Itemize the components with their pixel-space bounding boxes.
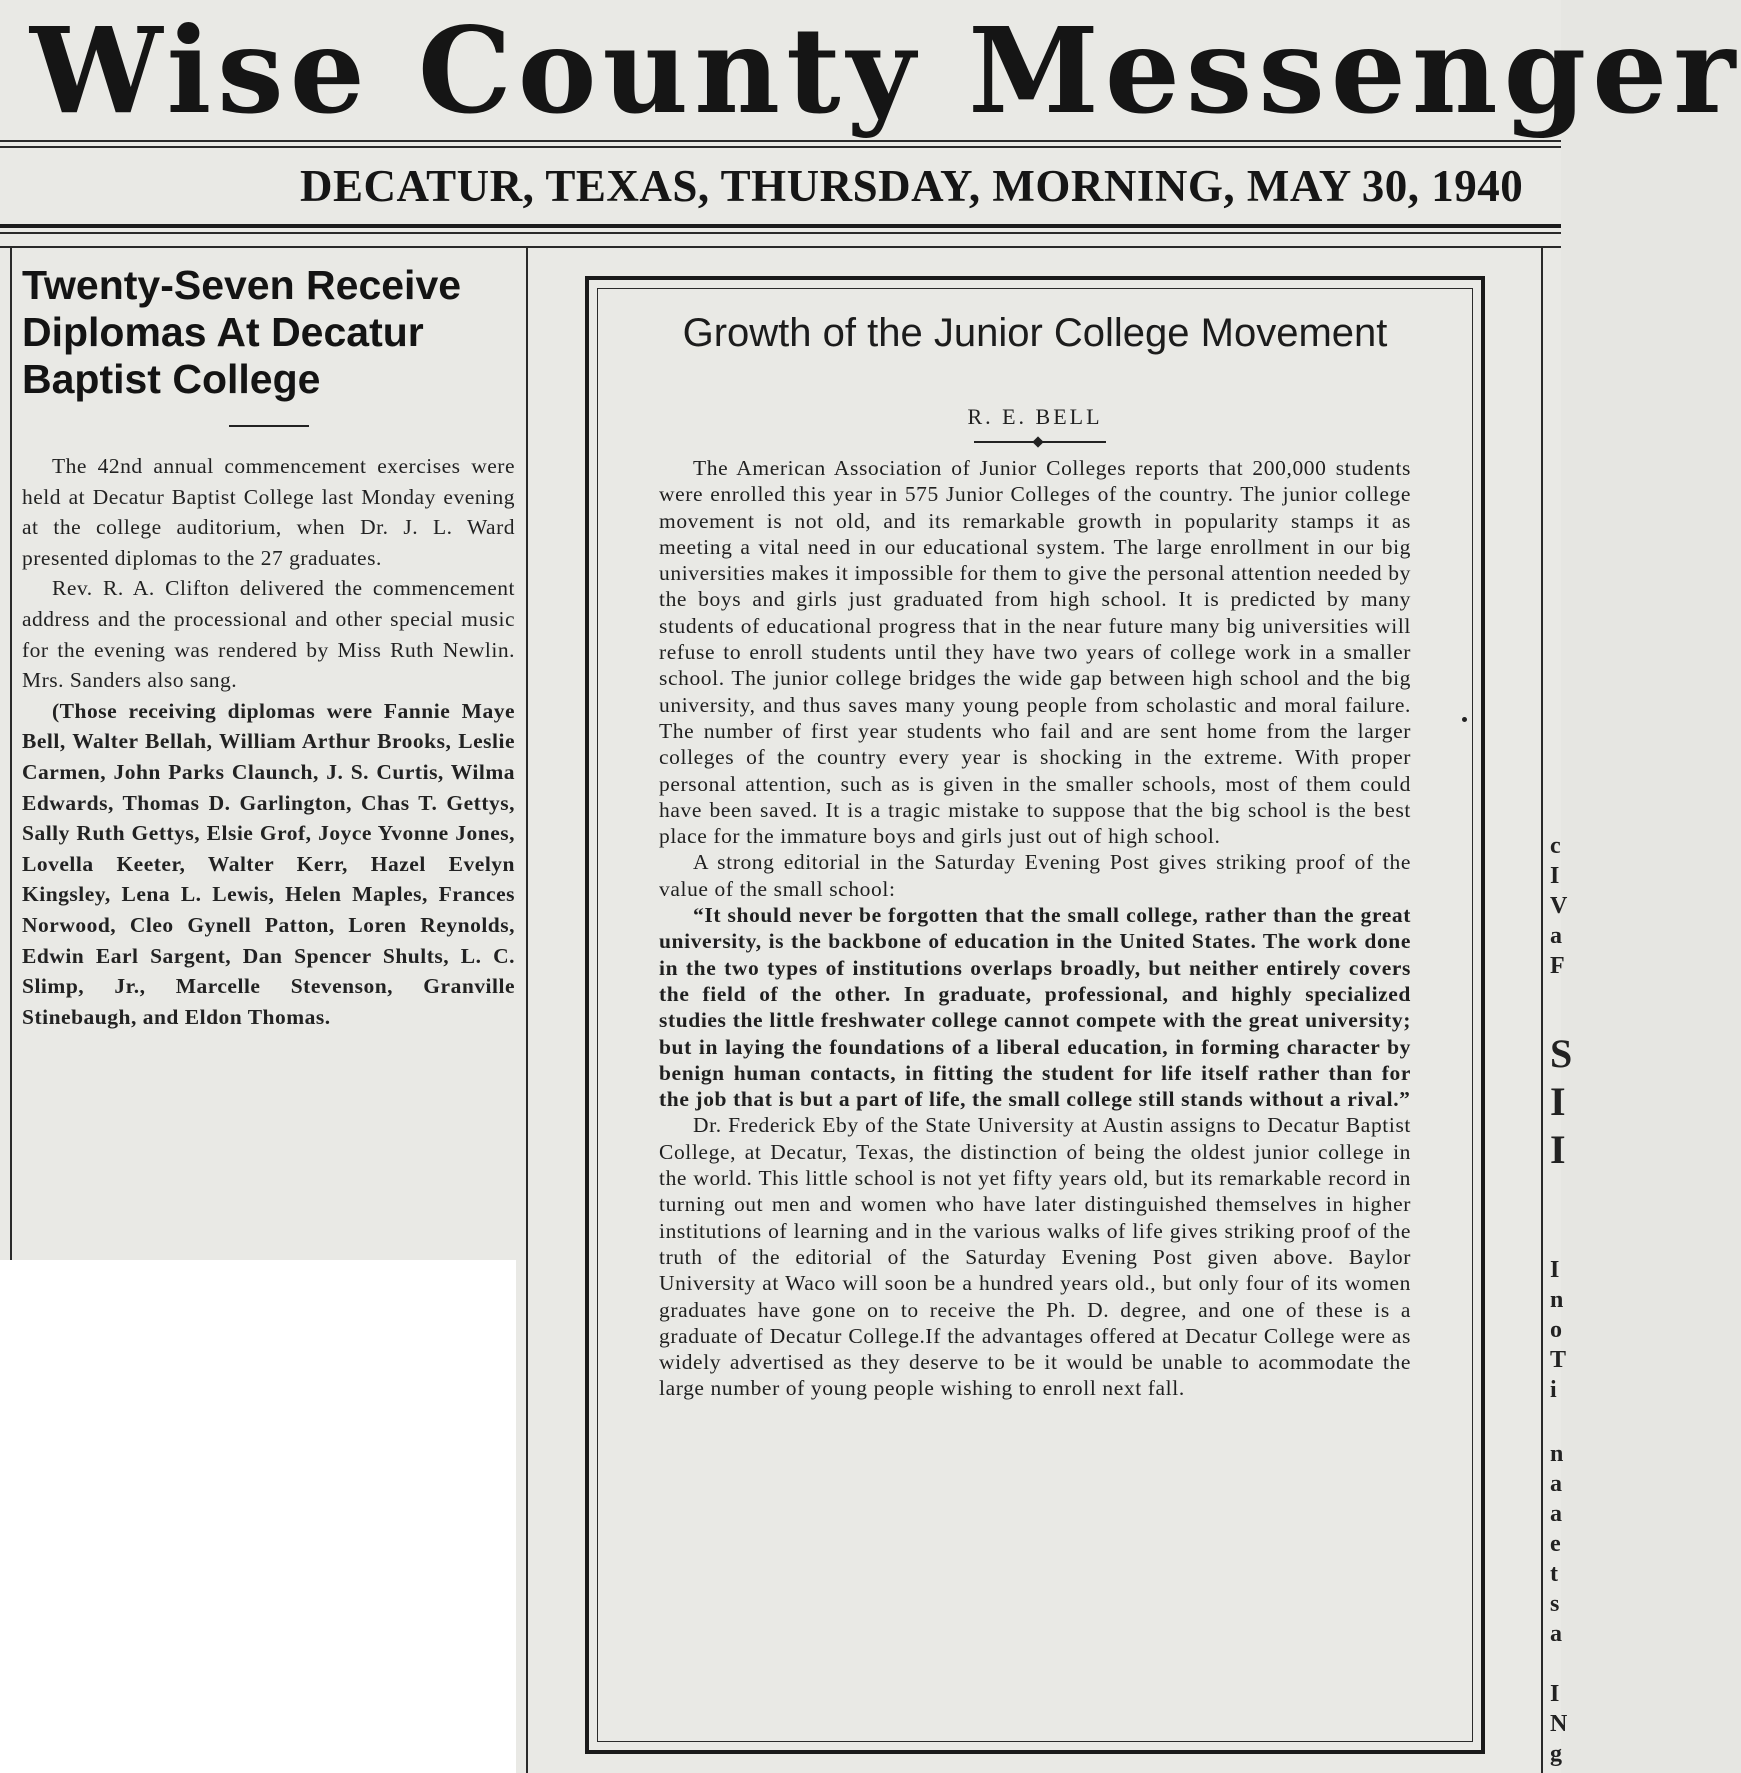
editorial-paragraph: Dr. Frederick Eby of the State University at Austin assigns to Decatur Baptist College, at Decatur, Texas, the distinction of being the oldest junior college in the world. This little school is not yet fifty years old, but its remarkable record in turning out men and women who have later distinguished themselves in higher institutions of learning and in the various walks of life gives striking proof of the truth of the editorial of the Saturday Evening Post given above. Baylor University at Waco will soon be a hundred years old., but only four of its women graduates have gone on to receive the Ph. D. degree, and one of these is a graduate of Decatur College.If the advantages offered at Decatur College were as widely advertised as they deserve to be it would be unable to acommodate the large number of young people wishing to enroll next fall. xyxy=(659,1113,1411,1401)
edge-letter: a xyxy=(1550,1621,1562,1647)
editorial-byline: R. E. BELL xyxy=(967,404,1103,429)
editorial-paragraph: A strong editorial in the Saturday Evening Post gives striking proof of the value of the small school: xyxy=(659,850,1411,901)
edge-letter: I xyxy=(1550,1257,1560,1283)
column-rule-right xyxy=(1541,248,1543,1773)
edge-letter: g xyxy=(1550,1741,1562,1767)
edge-letter: V xyxy=(1550,893,1568,919)
column-rule-middle xyxy=(526,248,528,1773)
ink-speck xyxy=(1462,717,1467,722)
edge-letter: a xyxy=(1550,1471,1562,1497)
right-column-fragment xyxy=(1548,0,1573,1773)
column-rule-left xyxy=(10,248,12,1260)
column-top-rule xyxy=(0,246,1561,248)
edge-letter: s xyxy=(1550,1591,1560,1617)
left-article xyxy=(22,262,515,1032)
edge-letter: N xyxy=(1550,1711,1568,1737)
editorial-title: Growth of the Junior College Movement xyxy=(682,311,1388,355)
edge-letter: n xyxy=(1550,1441,1564,1467)
edge-letter: c xyxy=(1550,833,1561,859)
editorial-paragraph: The American Association of Junior Colleges reports that 200,000 students were enrolled this year in 575 Junior Colleges of the country. The junior college movement is not old, and its remarkable growth in popularity stamps it as meeting a vital need in our educational system. The large enrollment in our big universities makes it impossible for them to give the personal attention needed by the boys and girls just graduated from high school. It is predicted by many students of educational progress that in the near future many big universities will refuse to enroll students until they have two years of college work in a smaller school. The junior college bridges the wide gap between high school and the big university, and thus saves many young people from scholastic and moral failure. The number of first year students who fail and are sent home from the larger colleges of the country every year is shocking in the extreme. With proper personal attention, such as is given in the smaller schools, most of them could have been saved. It is a tragic mistake to suppose that the big school is the best place for the immature boys and girls just out of high school. xyxy=(659,456,1411,849)
edge-letter: I xyxy=(1550,1681,1560,1707)
masthead xyxy=(0,0,1741,145)
dateline: DECATUR, TEXAS, THURSDAY, MORNING, MAY 30, 1940 xyxy=(300,161,1524,211)
edge-letter: i xyxy=(1550,1377,1557,1403)
edge-letter: t xyxy=(1550,1561,1558,1587)
article-paragraph: The 42nd annual commencement exercises were held at Decatur Baptist College last Monday evening at the college auditorium, when Dr. J. L. Ward presented diplomas to the 27 graduates. xyxy=(22,454,515,570)
edge-letter: e xyxy=(1550,1531,1561,1557)
masthead-edge-fragment xyxy=(0,30,10,124)
article-headline: Twenty-Seven Receive Diplomas At Decatur Baptist College xyxy=(22,262,462,402)
byline-divider xyxy=(974,441,1106,443)
masthead-rule-double xyxy=(0,146,1561,148)
graduates-list: (Those receiving diplomas were Fannie Maye Bell, Walter Bellah, William Arthur Brooks, Leslie Carmen, John Parks Claunch, J. S. Curtis, Wilma Edwards, Thomas D. Garlington, Chas T. Gettys, Sally Ruth Gettys, Elsie Grof, Joyce Yvonne Jones, Lovella Keeter, Walter Kerr, Hazel Evelyn Kingsley, Lena L. Lewis, Helen Maples, Frances Norwood, Cleo Gynell Patton, Loren Reynolds, Edwin Earl Sargent, Dan Spencer Shults, L. C. Slimp, Jr., Marcelle Stevenson, Granville Stinebaugh, and Eldon Thomas. xyxy=(22,698,515,1029)
editorial-body xyxy=(659,455,1411,1402)
edge-letter: o xyxy=(1550,1317,1562,1343)
dateline-rule-thin xyxy=(0,232,1561,234)
edge-letter: I xyxy=(1550,1127,1566,1172)
editorial-quote: “It should never be forgotten that the small college, rather than the great university, is the backbone of education in the United States. The work done in the two types of institutions overlaps broadly, but neither entirely covers the field of the other. In graduate, professional, and highly specialized studies the little freshwater college cannot compete with the great university; but in laying the foundations of a liberal education, in forming character by benign human contacts, in fitting the student for life itself rather than for the job that is but a part of life, the small college still stands without a rival.” xyxy=(659,903,1411,1112)
masthead-rule xyxy=(0,140,1561,142)
edge-letter: a xyxy=(1550,1501,1562,1527)
edge-letter: a xyxy=(1550,923,1562,949)
blank-region xyxy=(0,1260,516,1773)
dateline-rule xyxy=(0,224,1561,228)
headline-divider xyxy=(229,425,309,427)
article-paragraph: Rev. R. A. Clifton delivered the commencement address and the processional and other special music for the evening was rendered by Miss Ruth Newlin. Mrs. Sanders also sang. xyxy=(22,576,515,693)
edge-letter: S xyxy=(1550,1031,1573,1076)
edge-letter: F xyxy=(1550,953,1565,979)
edge-letter: n xyxy=(1550,1287,1564,1313)
editorial-box xyxy=(585,276,1485,1754)
edge-letter: I xyxy=(1550,863,1560,889)
edge-letter: T xyxy=(1550,1347,1567,1373)
edge-letter: I xyxy=(1550,1079,1566,1124)
newspaper-name: Wise County Messenger xyxy=(30,1,1741,140)
